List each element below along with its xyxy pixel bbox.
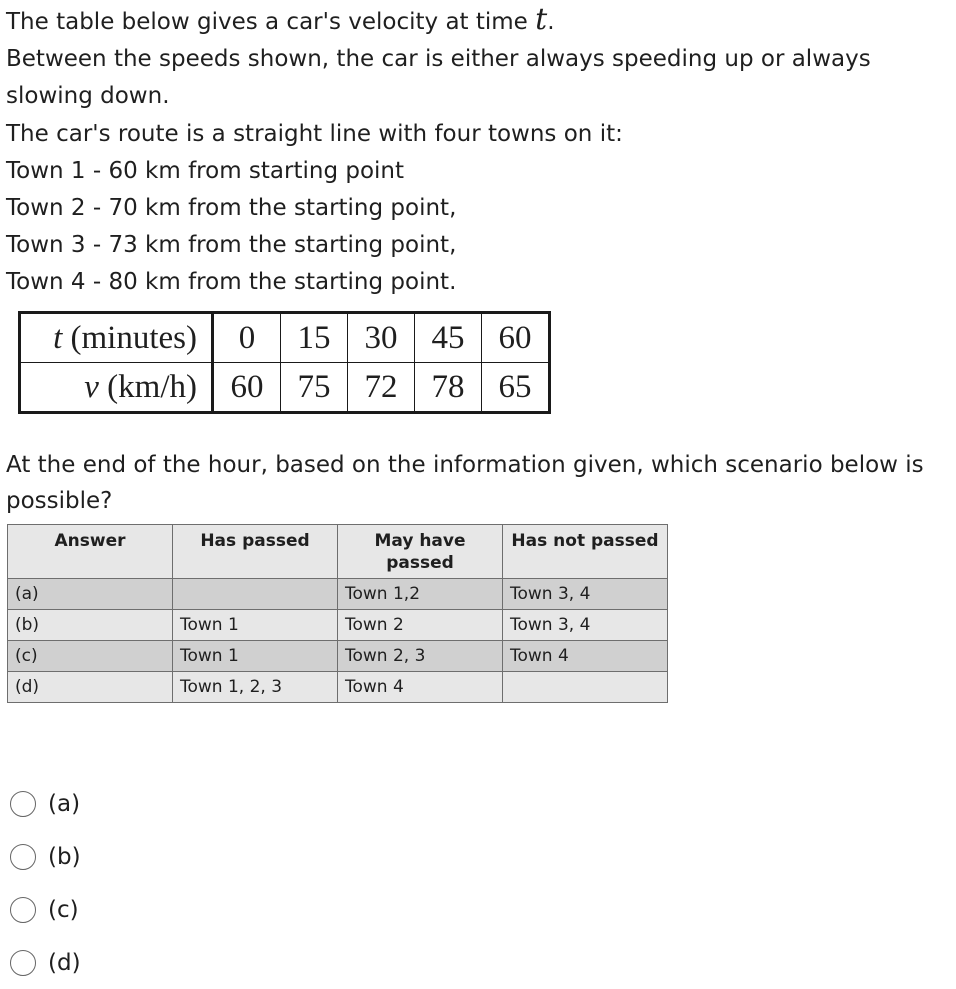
velocity-cell: 72 (348, 363, 415, 413)
answer-column-header: Answer (8, 525, 173, 579)
has-not-passed-column-header: Has not passed (503, 525, 668, 579)
table-row (8, 579, 668, 610)
question-line-2: Between the speeds shown, the car is either always speeding up or always slowing down. (6, 46, 871, 110)
time-cell: 0 (213, 313, 281, 363)
question-line-1: The table below gives a car's velocity at time t. (6, 2, 555, 37)
has-not-passed-cell: Town 4 (503, 641, 668, 672)
has-not-passed-cell: Town 3, 4 (503, 610, 668, 641)
option-b[interactable] (10, 830, 81, 883)
time-row (20, 313, 550, 363)
question-line-3: The car's route is a straight line with four towns on it: (6, 120, 623, 147)
has-not-passed-cell (503, 672, 668, 703)
has-passed-column-header: Has passed (173, 525, 338, 579)
velocity-table (18, 311, 551, 414)
option-c-label[interactable]: (c) (48, 896, 79, 923)
answer-options (10, 777, 81, 989)
radio-button-b[interactable] (10, 844, 36, 870)
town-1-description: Town 1 - 60 km from starting point (6, 157, 405, 184)
may-have-passed-cell: Town 2 (338, 610, 503, 641)
has-passed-cell: Town 1, 2, 3 (173, 672, 338, 703)
table-row (8, 641, 668, 672)
velocity-cell: 65 (482, 363, 550, 413)
answer-table-header (8, 525, 668, 579)
answer-cell: (d) (8, 672, 173, 703)
town-4-description: Town 4 - 80 km from the starting point. (6, 269, 457, 296)
option-a-label[interactable]: (a) (48, 790, 81, 817)
time-cell: 30 (348, 313, 415, 363)
table-row (8, 610, 668, 641)
velocity-row (20, 363, 550, 413)
time-cell: 45 (415, 313, 482, 363)
question-text (6, 4, 950, 302)
option-d[interactable] (10, 936, 81, 989)
velocity-cell: 78 (415, 363, 482, 413)
may-have-passed-cell: Town 4 (338, 672, 503, 703)
town-2-description: Town 2 - 70 km from the starting point, (6, 195, 457, 222)
answer-table (7, 524, 668, 703)
option-b-label[interactable]: (b) (48, 843, 81, 870)
answer-cell: (c) (8, 641, 173, 672)
velocity-cell: 75 (281, 363, 348, 413)
radio-button-c[interactable] (10, 897, 36, 923)
has-passed-cell (173, 579, 338, 610)
may-have-passed-cell: Town 2, 3 (338, 641, 503, 672)
option-c[interactable] (10, 883, 81, 936)
question-prompt: At the end of the hour, based on the information given, which scenario below is possible? (6, 452, 924, 514)
has-passed-cell: Town 1 (173, 641, 338, 672)
may-have-passed-cell: Town 1,2 (338, 579, 503, 610)
velocity-cell: 60 (213, 363, 281, 413)
velocity-header: v (km/h) (20, 363, 213, 413)
may-have-passed-column-header: May have passed (338, 525, 503, 579)
time-cell: 15 (281, 313, 348, 363)
option-a[interactable] (10, 777, 81, 830)
table-row (8, 672, 668, 703)
radio-button-a[interactable] (10, 791, 36, 817)
town-3-description: Town 3 - 73 km from the starting point, (6, 232, 457, 259)
time-cell: 60 (482, 313, 550, 363)
answer-cell: (a) (8, 579, 173, 610)
has-not-passed-cell: Town 3, 4 (503, 579, 668, 610)
time-variable: t (535, 2, 548, 37)
has-passed-cell: Town 1 (173, 610, 338, 641)
radio-button-d[interactable] (10, 950, 36, 976)
answer-cell: (b) (8, 610, 173, 641)
option-d-label[interactable]: (d) (48, 949, 81, 976)
time-header: t (minutes) (20, 313, 213, 363)
